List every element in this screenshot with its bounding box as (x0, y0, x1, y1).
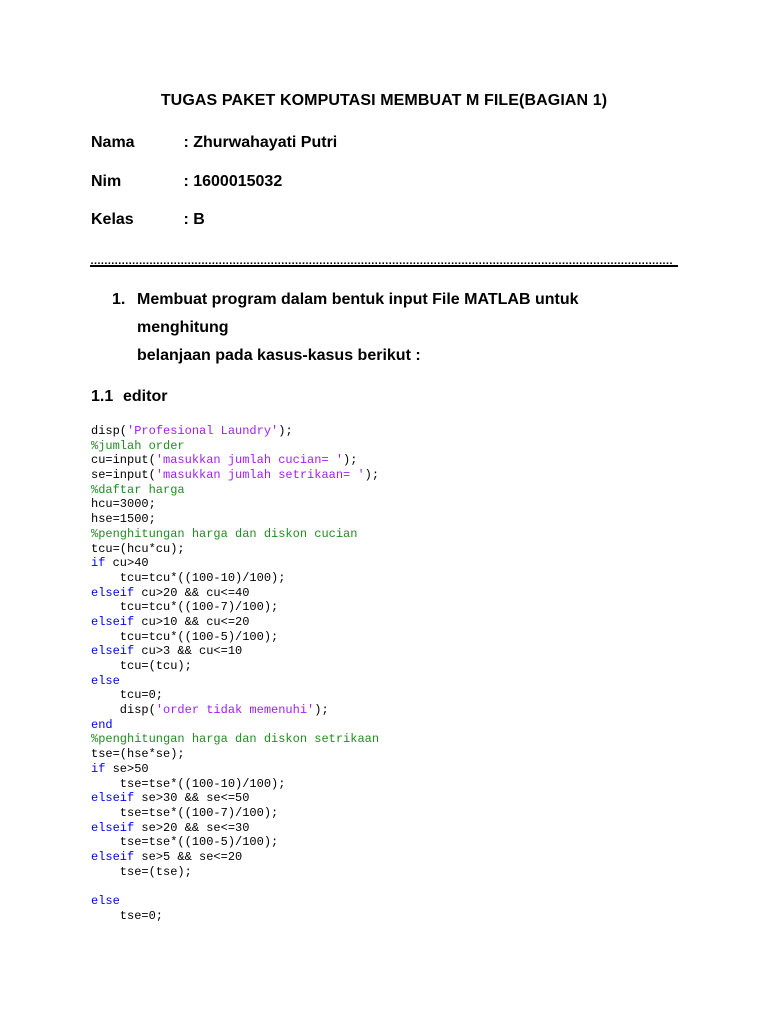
code-text: tcu=(hcu*cu); (91, 541, 185, 556)
info-label-nim: Nim (91, 173, 122, 190)
code-keyword: elseif (91, 820, 135, 835)
code-line (91, 674, 691, 689)
code-text: se>5 && se<=20 (134, 849, 243, 864)
code-text: se>50 (105, 761, 149, 776)
info-label-nama: Nama (91, 134, 135, 151)
code-line (91, 703, 691, 718)
code-comment: %jumlah order (91, 438, 185, 453)
code-line (91, 527, 691, 542)
code-text: hcu=3000; (91, 497, 156, 512)
code-line (91, 835, 691, 850)
question-line-2: belanjaan pada kasus-kasus berikut : (137, 347, 421, 364)
code-comment: %penghitungan harga dan diskon cucian (91, 526, 358, 541)
info-label-kelas: Kelas (91, 211, 134, 228)
code-line (91, 586, 691, 601)
code-text: se>20 && se<=30 (134, 820, 250, 835)
code-text: cu>20 && cu<=40 (134, 585, 250, 600)
code-line (91, 556, 691, 571)
code-keyword: elseif (91, 585, 135, 600)
code-string: 'masukkan jumlah setrikaan= ' (155, 468, 365, 483)
code-text: se>30 && se<=50 (134, 791, 250, 806)
code-line (91, 747, 691, 762)
code-text: tse=tse*((100-5)/100); (91, 835, 279, 850)
code-text: tcu=tcu*((100-7)/100); (91, 600, 279, 615)
dotted-divider: …………………………………………………………………………………………………………………………………………………… (90, 254, 678, 268)
code-line (91, 791, 691, 806)
code-line (91, 468, 691, 483)
code-keyword: if (91, 761, 106, 776)
question-number: 1. (112, 291, 126, 308)
code-line (91, 777, 691, 792)
code-line (91, 732, 691, 747)
code-line (91, 688, 691, 703)
code-text: tcu=tcu*((100-10)/100); (91, 570, 286, 585)
code-line (91, 497, 691, 512)
code-line (91, 718, 691, 733)
code-comment: %penghitungan harga dan diskon setrikaan (91, 732, 380, 747)
code-string: 'order tidak memenuhi' (155, 703, 315, 718)
code-keyword: elseif (91, 644, 135, 659)
code-text: tcu=0; (91, 688, 164, 703)
code-text: tse=tse*((100-7)/100); (91, 805, 279, 820)
question-item (112, 286, 672, 370)
code-text: cu>3 && cu<=10 (134, 644, 243, 659)
code-keyword: elseif (91, 791, 135, 806)
code-text: tcu=(tcu); (91, 659, 192, 673)
code-text: tse=(hse*se); (91, 747, 185, 762)
info-value-nama: : Zhurwahayati Putri (183, 134, 338, 151)
code-text: ); (343, 453, 358, 468)
code-line (91, 850, 691, 865)
code-text: ); (314, 703, 329, 718)
code-line (91, 439, 691, 454)
code-line (91, 542, 691, 557)
info-value-nim: : 1600015032 (183, 173, 283, 190)
info-value-kelas: : B (183, 211, 205, 228)
code-keyword: else (91, 673, 120, 688)
code-keyword: end (91, 717, 113, 732)
code-line (91, 894, 691, 909)
code-text: ); (364, 468, 380, 483)
code-line (91, 630, 691, 645)
code-line (91, 821, 691, 836)
code-text: disp( (91, 424, 128, 438)
code-string: 'Profesional Laundry' (127, 424, 279, 438)
code-text: se=input( (91, 468, 156, 483)
code-line (91, 571, 691, 586)
code-text: cu>10 && cu<=20 (134, 614, 250, 629)
code-line (91, 453, 691, 468)
code-line (91, 879, 691, 894)
info-row-nim (91, 173, 282, 191)
code-line (91, 424, 691, 439)
code-text: hse=1500; (91, 512, 156, 527)
code-comment: %daftar harga (91, 482, 185, 497)
info-row-kelas (91, 211, 205, 229)
info-row-nama (91, 134, 337, 152)
code-text: cu=input( (91, 453, 156, 468)
code-keyword: if (91, 556, 106, 571)
code-line (91, 865, 691, 880)
document-title: TUGAS PAKET KOMPUTASI MEMBUAT M FILE(BAGIAN 1) (160, 92, 608, 109)
code-text: tse=(tse); (91, 864, 192, 879)
section-heading (91, 388, 167, 406)
code-text: tse=tse*((100-10)/100); (91, 776, 286, 791)
code-string: 'masukkan jumlah cucian= ' (155, 453, 344, 468)
code-line (91, 909, 691, 924)
code-keyword: elseif (91, 614, 135, 629)
code-line (91, 806, 691, 821)
code-line (91, 483, 691, 498)
code-keyword: elseif (91, 849, 135, 864)
code-line (91, 512, 691, 527)
code-text: cu>40 (105, 556, 149, 571)
code-text: tcu=tcu*((100-5)/100); (91, 629, 279, 644)
code-text: tse=0; (91, 908, 164, 923)
section-number: 1.1 (91, 388, 114, 405)
code-line (91, 644, 691, 659)
question-line-1: Membuat program dalam bentuk input File MATLAB untuk menghitung (137, 291, 579, 336)
section-label: editor (123, 388, 168, 405)
code-line (91, 600, 691, 615)
code-block (91, 424, 691, 923)
code-text: ); (278, 424, 293, 438)
code-line (91, 615, 691, 630)
code-text: disp( (91, 703, 156, 718)
code-keyword: else (91, 894, 120, 908)
code-line (91, 659, 691, 674)
code-line (91, 762, 691, 777)
